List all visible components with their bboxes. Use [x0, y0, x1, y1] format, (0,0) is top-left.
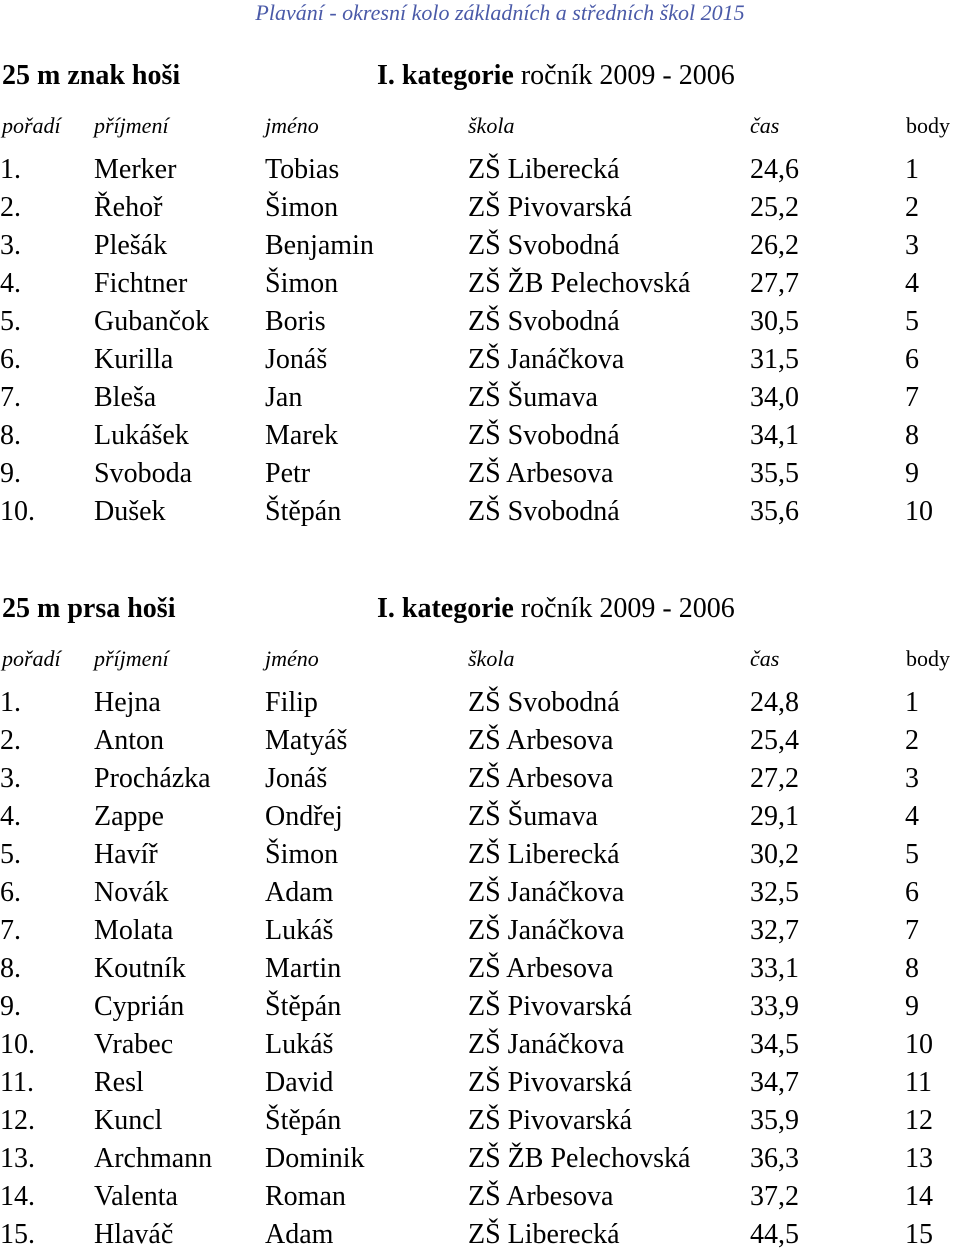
- cell-rank: 9.: [0, 991, 21, 1022]
- cell-name: Martin: [265, 953, 342, 984]
- cell-time: 34,1: [750, 420, 799, 451]
- cell-time: 34,0: [750, 382, 799, 413]
- table-row: [0, 493, 960, 531]
- cell-points: 8: [905, 953, 919, 984]
- table-row: [0, 1026, 960, 1064]
- cell-name: Jonáš: [265, 344, 328, 375]
- results-list: [0, 684, 960, 1254]
- cell-surname: Molata: [94, 915, 174, 946]
- category-bold: I. kategorie: [377, 60, 514, 91]
- category-rest: ročník 2009 - 2006: [513, 593, 735, 624]
- cell-surname: Hejna: [94, 687, 161, 718]
- cell-time: 35,6: [750, 496, 799, 527]
- cell-rank: 10.: [0, 1029, 35, 1060]
- cell-time: 26,2: [750, 230, 799, 261]
- cell-name: Marek: [265, 420, 339, 451]
- category-rest: ročník 2009 - 2006: [513, 60, 735, 91]
- cell-time: 25,2: [750, 192, 799, 223]
- column-header-surname: příjmení: [94, 646, 169, 671]
- cell-points: 8: [905, 420, 919, 451]
- column-header-surname: příjmení: [94, 113, 169, 138]
- cell-surname: Valenta: [94, 1181, 178, 1212]
- table-row: [0, 265, 960, 303]
- cell-rank: 9.: [0, 458, 21, 489]
- cell-time: 32,5: [750, 877, 799, 908]
- cell-rank: 1.: [0, 687, 21, 718]
- cell-time: 33,1: [750, 953, 799, 984]
- cell-points: 2: [905, 192, 919, 223]
- column-header-name: jméno: [265, 113, 319, 138]
- column-header-school: škola: [468, 113, 515, 138]
- cell-time: 34,7: [750, 1067, 799, 1098]
- cell-time: 35,9: [750, 1105, 799, 1136]
- cell-surname: Archmann: [94, 1143, 213, 1174]
- cell-school: ZŠ Liberecká: [468, 839, 620, 870]
- section-title: [0, 589, 960, 629]
- cell-school: ZŠ Arbesova: [468, 1181, 614, 1212]
- section-title: [0, 56, 960, 96]
- cell-points: 2: [905, 725, 919, 756]
- cell-time: 36,3: [750, 1143, 799, 1174]
- cell-name: Petr: [265, 458, 311, 489]
- column-header-time: čas: [750, 113, 780, 138]
- cell-school: ZŠ Svobodná: [468, 420, 620, 451]
- cell-school: ZŠ Svobodná: [468, 230, 620, 261]
- cell-surname: Anton: [94, 725, 164, 756]
- cell-points: 3: [905, 763, 919, 794]
- cell-time: 30,2: [750, 839, 799, 870]
- cell-surname: Svoboda: [94, 458, 192, 489]
- cell-surname: Procházka: [94, 763, 211, 794]
- cell-surname: Řehoř: [94, 192, 163, 223]
- cell-time: 44,5: [750, 1219, 799, 1250]
- table-row: [0, 1216, 960, 1254]
- cell-name: Ondřej: [265, 801, 343, 832]
- cell-points: 11: [905, 1067, 932, 1098]
- cell-surname: Fichtner: [94, 268, 188, 299]
- cell-rank: 14.: [0, 1181, 35, 1212]
- cell-name: Filip: [265, 687, 318, 718]
- cell-points: 7: [905, 382, 919, 413]
- cell-school: ZŠ Svobodná: [468, 306, 620, 337]
- cell-points: 6: [905, 344, 919, 375]
- cell-rank: 15.: [0, 1219, 35, 1250]
- cell-time: 33,9: [750, 991, 799, 1022]
- cell-rank: 8.: [0, 953, 21, 984]
- table-row: [0, 722, 960, 760]
- cell-school: ZŠ Liberecká: [468, 1219, 620, 1250]
- cell-school: ZŠ Šumava: [468, 801, 598, 832]
- section-25m-znak: [0, 56, 960, 531]
- table-row: [0, 1178, 960, 1216]
- cell-school: ZŠ Janáčkova: [468, 915, 625, 946]
- table-row: [0, 1102, 960, 1140]
- cell-surname: Hlaváč: [94, 1219, 174, 1250]
- column-header-row: [0, 111, 960, 141]
- table-row: [0, 912, 960, 950]
- cell-points: 1: [905, 687, 919, 718]
- cell-time: 27,7: [750, 268, 799, 299]
- cell-rank: 12.: [0, 1105, 35, 1136]
- cell-surname: Cyprián: [94, 991, 185, 1022]
- category-label: [377, 589, 735, 629]
- table-row: [0, 760, 960, 798]
- cell-rank: 5.: [0, 306, 21, 337]
- cell-surname: Gubančok: [94, 306, 210, 337]
- cell-name: Tobias: [265, 154, 340, 185]
- cell-time: 31,5: [750, 344, 799, 375]
- table-row: [0, 1064, 960, 1102]
- cell-name: Roman: [265, 1181, 346, 1212]
- table-row: [0, 151, 960, 189]
- event-title: 25 m znak hoši: [2, 60, 181, 91]
- cell-name: Štěpán: [265, 991, 342, 1022]
- column-header-rank: pořadí: [2, 646, 61, 671]
- cell-school: ZŠ Arbesova: [468, 953, 614, 984]
- event-title: 25 m prsa hoši: [2, 593, 176, 624]
- table-row: [0, 988, 960, 1026]
- table-row: [0, 455, 960, 493]
- cell-rank: 1.: [0, 154, 21, 185]
- cell-school: ZŠ Pivovarská: [468, 1067, 633, 1098]
- cell-points: 13: [905, 1143, 933, 1174]
- column-header-name: jméno: [265, 646, 319, 671]
- category-label: [377, 56, 735, 96]
- cell-school: ZŠ Arbesova: [468, 458, 614, 489]
- cell-points: 4: [905, 268, 919, 299]
- cell-surname: Kuncl: [94, 1105, 163, 1136]
- cell-school: ZŠ Pivovarská: [468, 991, 633, 1022]
- cell-name: Štěpán: [265, 496, 342, 527]
- page-header: Plavání - okresní kolo základních a středních škol 2015: [255, 0, 745, 25]
- category-bold: I. kategorie: [377, 593, 514, 624]
- cell-school: ZŠ Janáčkova: [468, 344, 625, 375]
- cell-rank: 7.: [0, 382, 21, 413]
- cell-rank: 11.: [0, 1067, 34, 1098]
- column-header-row: [0, 644, 960, 674]
- cell-school: ZŠ Arbesova: [468, 763, 614, 794]
- cell-surname: Plešák: [94, 230, 168, 261]
- cell-rank: 10.: [0, 496, 35, 527]
- cell-surname: Novák: [94, 877, 169, 908]
- cell-name: Lukáš: [265, 1029, 334, 1060]
- cell-name: Šimon: [265, 839, 339, 870]
- cell-school: ZŠ Svobodná: [468, 687, 620, 718]
- cell-surname: Dušek: [94, 496, 166, 527]
- table-row: [0, 227, 960, 265]
- cell-name: Adam: [265, 1219, 334, 1250]
- cell-surname: Merker: [94, 154, 177, 185]
- cell-points: 5: [905, 839, 919, 870]
- cell-school: ZŠ Arbesova: [468, 725, 614, 756]
- cell-school: ZŠ Svobodná: [468, 496, 620, 527]
- cell-rank: 7.: [0, 915, 21, 946]
- cell-rank: 13.: [0, 1143, 35, 1174]
- results-list: [0, 151, 960, 531]
- cell-surname: Koutník: [94, 953, 186, 984]
- cell-name: Matyáš: [265, 725, 348, 756]
- cell-rank: 4.: [0, 801, 21, 832]
- cell-points: 10: [905, 1029, 933, 1060]
- table-row: [0, 189, 960, 227]
- cell-rank: 4.: [0, 268, 21, 299]
- cell-school: ZŠ Janáčkova: [468, 1029, 625, 1060]
- cell-rank: 6.: [0, 344, 21, 375]
- cell-name: Benjamin: [265, 230, 374, 261]
- table-row: [0, 684, 960, 722]
- cell-points: 4: [905, 801, 919, 832]
- cell-surname: Havíř: [94, 839, 158, 870]
- cell-time: 32,7: [750, 915, 799, 946]
- cell-surname: Kurilla: [94, 344, 174, 375]
- table-row: [0, 798, 960, 836]
- cell-surname: Bleša: [94, 382, 157, 413]
- cell-time: 30,5: [750, 306, 799, 337]
- cell-points: 7: [905, 915, 919, 946]
- cell-name: Boris: [265, 306, 326, 337]
- cell-school: ZŠ Pivovarská: [468, 1105, 633, 1136]
- cell-points: 9: [905, 991, 919, 1022]
- cell-points: 12: [905, 1105, 933, 1136]
- table-row: [0, 341, 960, 379]
- cell-points: 5: [905, 306, 919, 337]
- section-25m-prsa: [0, 589, 960, 1254]
- cell-school: ZŠ ŽB Pelechovská: [468, 268, 691, 299]
- table-row: [0, 379, 960, 417]
- cell-points: 15: [905, 1219, 933, 1250]
- cell-name: Šimon: [265, 192, 339, 223]
- cell-points: 9: [905, 458, 919, 489]
- column-header-points: body: [906, 113, 950, 138]
- cell-points: 3: [905, 230, 919, 261]
- cell-school: ZŠ ŽB Pelechovská: [468, 1143, 691, 1174]
- cell-name: Štěpán: [265, 1105, 342, 1136]
- cell-time: 35,5: [750, 458, 799, 489]
- cell-name: Jonáš: [265, 763, 328, 794]
- table-row: [0, 1140, 960, 1178]
- cell-surname: Zappe: [94, 801, 164, 832]
- column-header-school: škola: [468, 646, 515, 671]
- cell-name: Šimon: [265, 268, 339, 299]
- table-row: [0, 950, 960, 988]
- cell-points: 1: [905, 154, 919, 185]
- cell-points: 6: [905, 877, 919, 908]
- cell-name: David: [265, 1067, 334, 1098]
- cell-surname: Resl: [94, 1067, 144, 1098]
- cell-points: 10: [905, 496, 933, 527]
- cell-name: Jan: [265, 382, 303, 413]
- cell-school: ZŠ Šumava: [468, 382, 598, 413]
- cell-school: ZŠ Liberecká: [468, 154, 620, 185]
- table-row: [0, 417, 960, 455]
- table-row: [0, 303, 960, 341]
- cell-time: 24,8: [750, 687, 799, 718]
- cell-surname: Lukášek: [94, 420, 189, 451]
- cell-surname: Vrabec: [94, 1029, 174, 1060]
- cell-time: 25,4: [750, 725, 799, 756]
- column-header-rank: pořadí: [2, 113, 61, 138]
- cell-rank: 3.: [0, 230, 21, 261]
- cell-rank: 2.: [0, 192, 21, 223]
- cell-time: 27,2: [750, 763, 799, 794]
- cell-rank: 6.: [0, 877, 21, 908]
- cell-name: Adam: [265, 877, 334, 908]
- cell-time: 34,5: [750, 1029, 799, 1060]
- cell-rank: 8.: [0, 420, 21, 451]
- cell-points: 14: [905, 1181, 933, 1212]
- cell-school: ZŠ Pivovarská: [468, 192, 633, 223]
- table-row: [0, 836, 960, 874]
- cell-name: Dominik: [265, 1143, 365, 1174]
- cell-time: 29,1: [750, 801, 799, 832]
- cell-name: Lukáš: [265, 915, 334, 946]
- table-row: [0, 874, 960, 912]
- cell-time: 24,6: [750, 154, 799, 185]
- cell-rank: 2.: [0, 725, 21, 756]
- cell-rank: 3.: [0, 763, 21, 794]
- column-header-points: body: [906, 646, 950, 671]
- cell-school: ZŠ Janáčkova: [468, 877, 625, 908]
- column-header-time: čas: [750, 646, 780, 671]
- cell-rank: 5.: [0, 839, 21, 870]
- cell-time: 37,2: [750, 1181, 799, 1212]
